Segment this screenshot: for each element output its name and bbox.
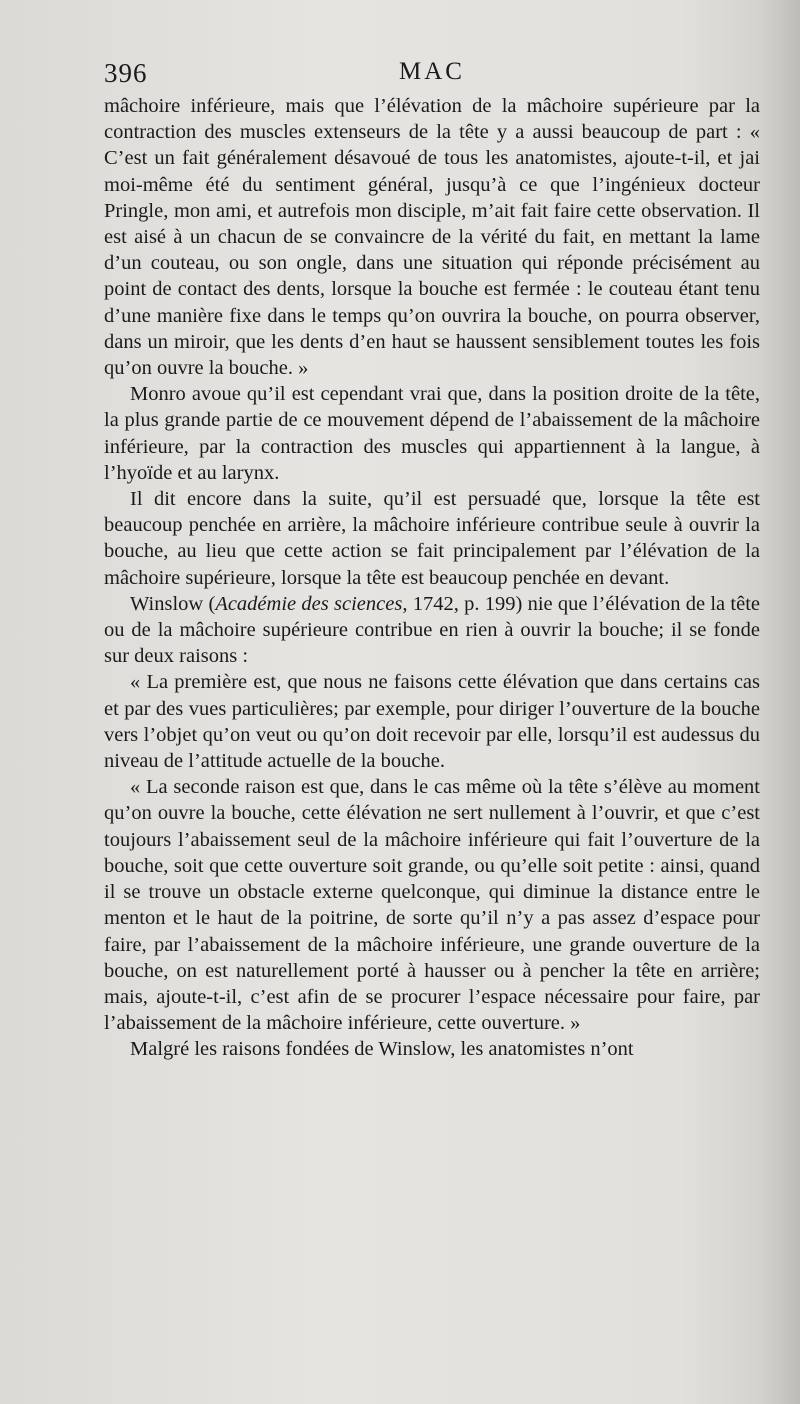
binding-shadow (760, 0, 800, 1404)
page-header (104, 58, 760, 92)
page-number: 396 (104, 58, 148, 88)
paragraph (104, 591, 760, 670)
citation-title: Académie des sciences (215, 592, 403, 615)
body-text (104, 93, 760, 1063)
paragraph-text: Winslow ( (130, 592, 216, 615)
paragraph: mâchoire inférieure, mais que l’élévation de la mâchoire supérieure par la contraction des muscles extenseurs de la tête y a aussi beaucoup de part : « C’est un fait généralement désavoué de tous les anatomistes, ajoute-t-il, et jai moi-même été du sentiment général, jusqu’à ce que l’ingénieux docteur Pringle, mon ami, et autrefois mon disciple, m’ait fait faire cette observation. Il est aisé à un chacun de se convaincre de la vérité du fait, en mettant la lame d’un couteau, ou son ongle, dans une situation qui réponde précisément au point de contact des dents, lorsque la bouche est fermée : le couteau étant tenu d’une manière fixe dans le temps qu’on ouvrira la bouche, on pourra observer, dans un miroir, que les dents d’en haut se haussent sensiblement toutes les fois qu’on ouvre la bouche. » (104, 95, 760, 380)
paragraph: Monro avoue qu’il est cependant vrai que, dans la position droite de la tête, la plus grande partie de ce mouvement dépend de l’abaissement de la mâchoire inférieure, par la contraction des muscles qui appartiennent à la langue, à l’hyoïde et au larynx. (104, 383, 760, 484)
paragraph: « La première est, que nous ne faisons cette élévation que dans certains cas et par des vues particulières; par exemple, pour diriger l’ouverture de la bouche vers l’objet qu’on veut ou qu’on doit recevoir par elle, lorsqu’il est audessus du niveau de l’attitude actuelle de la bouche. (104, 671, 760, 773)
running-head: MAC (399, 58, 465, 85)
paragraph: Il dit encore dans la suite, qu’il est persuadé que, lorsque la tête est beaucoup penchée en arrière, la mâchoire inférieure contribue seule à ouvrir la bouche, au lieu que cette action se fait principalement par l’élévation de la mâchoire supérieure, lorsque la tête est beaucoup penchée en devant. (104, 488, 760, 589)
paragraph: « La seconde raison est que, dans le cas même où la tête s’élève au moment qu’on ouvre la bouche, cette élévation ne sert nullement à l’ouvrir, et que c’est toujours l’abaissement seul de la mâchoire inférieure qui fait l’ouverture de la bouche, soit que cette ouverture soit grande, ou qu’elle soit petite : ainsi, quand il se trouve un obstacle externe quelconque, qui diminue la distance entre le menton et le haut de la poitrine, de sorte qu’il n’y a pas assez d’espace pour faire, par l’abaissement de la mâchoire inférieure, une grande ouverture de la bouche, on est naturellement porté à hausser ou à pencher la tête en arrière; mais, ajoute-t-il, c’est afin de se procurer l’espace nécessaire pour faire, par l’abaissement de la mâchoire inférieure, cette ouverture. » (104, 776, 760, 1035)
paragraph-text: , 1742, p. 199) nie que l’élévation de la tête ou de la mâchoire supérieure contribue en rien à ouvrir la bouche; il se fonde sur deux raisons : (104, 592, 761, 668)
paragraph: Malgré les raisons fondées de Winslow, les anatomistes n’ont (130, 1038, 634, 1061)
